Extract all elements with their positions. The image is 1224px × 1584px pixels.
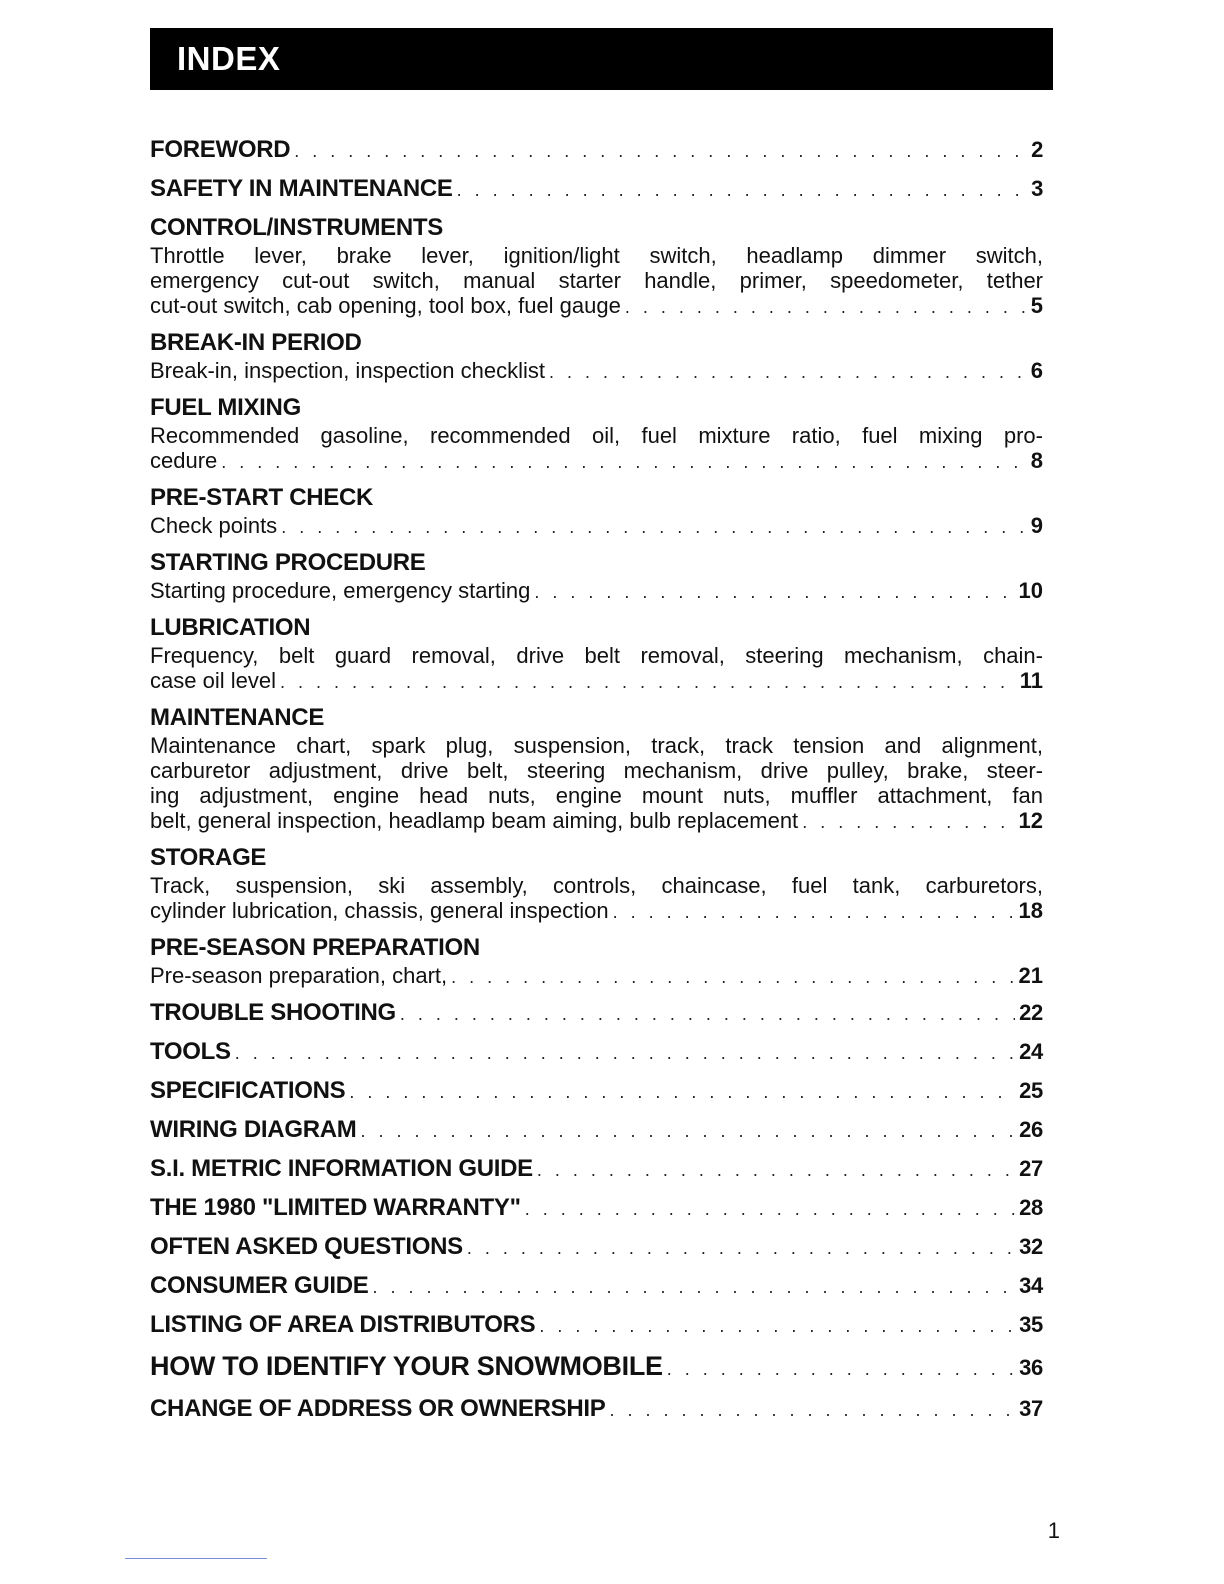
description-line: Throttle lever, brake lever, ignition/light switch, headlamp dimmer switch, <box>150 243 1043 268</box>
index-entry <box>150 1076 1043 1107</box>
leader-dots <box>549 360 1025 385</box>
index-entry-row <box>150 578 1043 605</box>
index-entry-row <box>150 1394 1043 1425</box>
description-line: ing adjustment, engine head nuts, engine mount nuts, muffler attachment, fan <box>150 783 1043 808</box>
index-entry <box>150 483 1043 540</box>
index-entry <box>150 548 1043 605</box>
index-entry-heading: SAFETY IN MAINTENANCE <box>150 175 453 202</box>
index-entry <box>150 213 1043 320</box>
description-line: case oil level <box>150 668 276 693</box>
index-entry-heading: PRE-SEASON PREPARATION <box>150 934 480 961</box>
index-entry-heading: TROUBLE SHOOTING <box>150 999 396 1026</box>
page-title: INDEX <box>177 40 281 77</box>
index-entry-heading: CONTROL/INSTRUMENTS <box>150 214 443 241</box>
leader-dots <box>451 965 1014 990</box>
index-entry-heading: CHANGE OF ADDRESS OR OWNERSHIP <box>150 1395 606 1422</box>
index-entry-heading: TOOLS <box>150 1038 231 1065</box>
index-entry-page: 2 <box>1031 137 1043 162</box>
index-entry <box>150 1037 1043 1068</box>
index-entry-page: 10 <box>1018 578 1043 603</box>
index-entry-heading: HOW TO IDENTIFY YOUR SNOWMOBILE <box>150 1351 663 1381</box>
index-entry <box>150 1232 1043 1263</box>
index-header-bar <box>150 28 1053 90</box>
index-entry-page: 25 <box>1019 1078 1043 1103</box>
index-entry-page: 12 <box>1018 808 1043 833</box>
index-entry <box>150 613 1043 695</box>
index-entry-page: 6 <box>1030 358 1043 383</box>
index-entry-row <box>150 1310 1043 1341</box>
index-entry-row <box>150 1232 1043 1263</box>
description-line: Track, suspension, ski assembly, controls, chaincase, fuel tank, carburetors, <box>150 873 1043 898</box>
description-line: belt, general inspection, headlamp beam aiming, bulb replacement <box>150 808 799 833</box>
index-entry-page: 36 <box>1019 1355 1043 1380</box>
leader-dots <box>625 295 1025 320</box>
index-entry-heading: LISTING OF AREA DISTRIBUTORS <box>150 1311 536 1338</box>
leader-dots <box>457 175 1025 205</box>
index-entry-row <box>150 1154 1043 1185</box>
index-entry-page: 24 <box>1019 1039 1043 1064</box>
leader-dots <box>613 900 1015 925</box>
index-entry-page: 21 <box>1018 963 1043 988</box>
index-entry <box>150 843 1043 925</box>
index-entry-page: 35 <box>1019 1312 1043 1337</box>
index-entry-row <box>150 963 1043 990</box>
leader-dots <box>802 810 1014 835</box>
leader-dots <box>525 1194 1015 1224</box>
index-entry-row <box>150 1076 1043 1107</box>
index-entry-row <box>150 1271 1043 1302</box>
description-line: cedure <box>150 448 218 473</box>
index-entry <box>150 1115 1043 1146</box>
description-line: Pre-season preparation, chart, <box>150 963 448 988</box>
leader-dots <box>281 515 1025 540</box>
index-entry-heading: OFTEN ASKED QUESTIONS <box>150 1233 463 1260</box>
index-entry-row <box>150 513 1043 540</box>
index-list <box>150 135 1043 1425</box>
index-entry-description <box>150 513 1043 540</box>
index-entry-page: 8 <box>1030 448 1043 473</box>
index-entry <box>150 328 1043 385</box>
description-line: Recommended gasoline, recommended oil, fuel mixture ratio, fuel mixing pro- <box>150 423 1043 448</box>
index-entry-heading: CONSUMER GUIDE <box>150 1272 369 1299</box>
description-line: Frequency, belt guard removal, drive belt removal, steering mechanism, chain- <box>150 643 1043 668</box>
leader-dots <box>667 1352 1015 1386</box>
index-entry-page: 37 <box>1019 1396 1043 1421</box>
index-entry-description <box>150 873 1043 925</box>
index-entry-page: 11 <box>1019 668 1043 693</box>
index-entry <box>150 1271 1043 1302</box>
index-entry-heading: FOREWORD <box>150 136 291 163</box>
index-entry <box>150 1394 1043 1425</box>
leader-dots <box>221 450 1025 475</box>
page-number: 1 <box>1047 1518 1060 1543</box>
leader-dots <box>539 1311 1015 1341</box>
index-entry-description <box>150 423 1043 475</box>
index-entry-row <box>150 293 1043 320</box>
leader-dots <box>294 136 1025 166</box>
index-entry <box>150 393 1043 475</box>
index-entry-description <box>150 243 1043 320</box>
leader-dots <box>280 670 1016 695</box>
leader-dots <box>534 580 1014 605</box>
index-entry-description <box>150 578 1043 605</box>
index-entry-description <box>150 643 1043 695</box>
index-entry-description <box>150 963 1043 990</box>
index-entry <box>150 1154 1043 1185</box>
leader-dots <box>360 1116 1015 1146</box>
index-entry <box>150 135 1043 166</box>
index-entry-row <box>150 358 1043 385</box>
index-entry-row <box>150 1193 1043 1224</box>
description-line: cut-out switch, cab opening, tool box, fuel gauge <box>150 293 621 318</box>
index-entry <box>150 933 1043 990</box>
index-entry-heading: WIRING DIAGRAM <box>150 1116 357 1143</box>
index-entry-heading: MAINTENANCE <box>150 704 325 731</box>
leader-dots <box>372 1272 1015 1302</box>
index-entry <box>150 174 1043 205</box>
index-entry-page: 27 <box>1019 1156 1043 1181</box>
index-entry-row <box>150 898 1043 925</box>
index-entry-heading: SPECIFICATIONS <box>150 1077 346 1104</box>
index-entry-heading: LUBRICATION <box>150 614 311 641</box>
index-entry <box>150 1193 1043 1224</box>
index-entry-row <box>150 808 1043 835</box>
index-entry-page: 5 <box>1030 293 1043 318</box>
index-entry <box>150 1349 1043 1386</box>
index-entry-heading: THE 1980 "LIMITED WARRANTY" <box>150 1194 521 1221</box>
description-line: Check points <box>150 513 278 538</box>
index-entry-heading: STARTING PROCEDURE <box>150 549 426 576</box>
leader-dots <box>467 1233 1015 1263</box>
description-line: Starting procedure, emergency starting <box>150 578 531 603</box>
leader-dots <box>609 1395 1015 1425</box>
index-entry-page: 28 <box>1019 1195 1043 1220</box>
index-entry-heading: STORAGE <box>150 844 267 871</box>
index-entry-heading: PRE-START CHECK <box>150 484 374 511</box>
index-entry-row <box>150 1115 1043 1146</box>
index-entry-description <box>150 358 1043 385</box>
index-entry-page: 18 <box>1018 898 1043 923</box>
description-line: cylinder lubrication, chassis, general inspection <box>150 898 609 923</box>
index-entry <box>150 998 1043 1029</box>
index-entry <box>150 1310 1043 1341</box>
leader-dots <box>349 1077 1015 1107</box>
index-entry-heading: BREAK-IN PERIOD <box>150 329 362 356</box>
index-entry-page: 32 <box>1019 1234 1043 1259</box>
description-line: carburetor adjustment, drive belt, steering mechanism, drive pulley, brake, steer- <box>150 758 1043 783</box>
index-entry-row <box>150 135 1043 166</box>
leader-dots <box>537 1155 1015 1185</box>
index-entry-row <box>150 1037 1043 1068</box>
index-entry-page: 9 <box>1030 513 1043 538</box>
description-line: Break-in, inspection, inspection checklist <box>150 358 545 383</box>
leader-dots <box>400 999 1015 1029</box>
footer-rule <box>125 1558 267 1559</box>
index-entry-description <box>150 733 1043 835</box>
index-entry-page: 34 <box>1019 1273 1043 1298</box>
index-entry <box>150 703 1043 835</box>
index-entry-heading: S.I. METRIC INFORMATION GUIDE <box>150 1155 533 1182</box>
description-line: emergency cut-out switch, manual starter handle, primer, speedometer, tether <box>150 268 1043 293</box>
index-entry-page: 22 <box>1019 1000 1043 1025</box>
index-entry-row <box>150 174 1043 205</box>
leader-dots <box>235 1038 1015 1068</box>
index-entry-page: 26 <box>1019 1117 1043 1142</box>
index-entry-row <box>150 1349 1043 1386</box>
index-entry-row <box>150 668 1043 695</box>
description-line: Maintenance chart, spark plug, suspension, track, track tension and alignment, <box>150 733 1043 758</box>
index-entry-row <box>150 998 1043 1029</box>
index-entry-page: 3 <box>1031 176 1043 201</box>
index-entry-row <box>150 448 1043 475</box>
index-entry-heading: FUEL MIXING <box>150 394 301 421</box>
